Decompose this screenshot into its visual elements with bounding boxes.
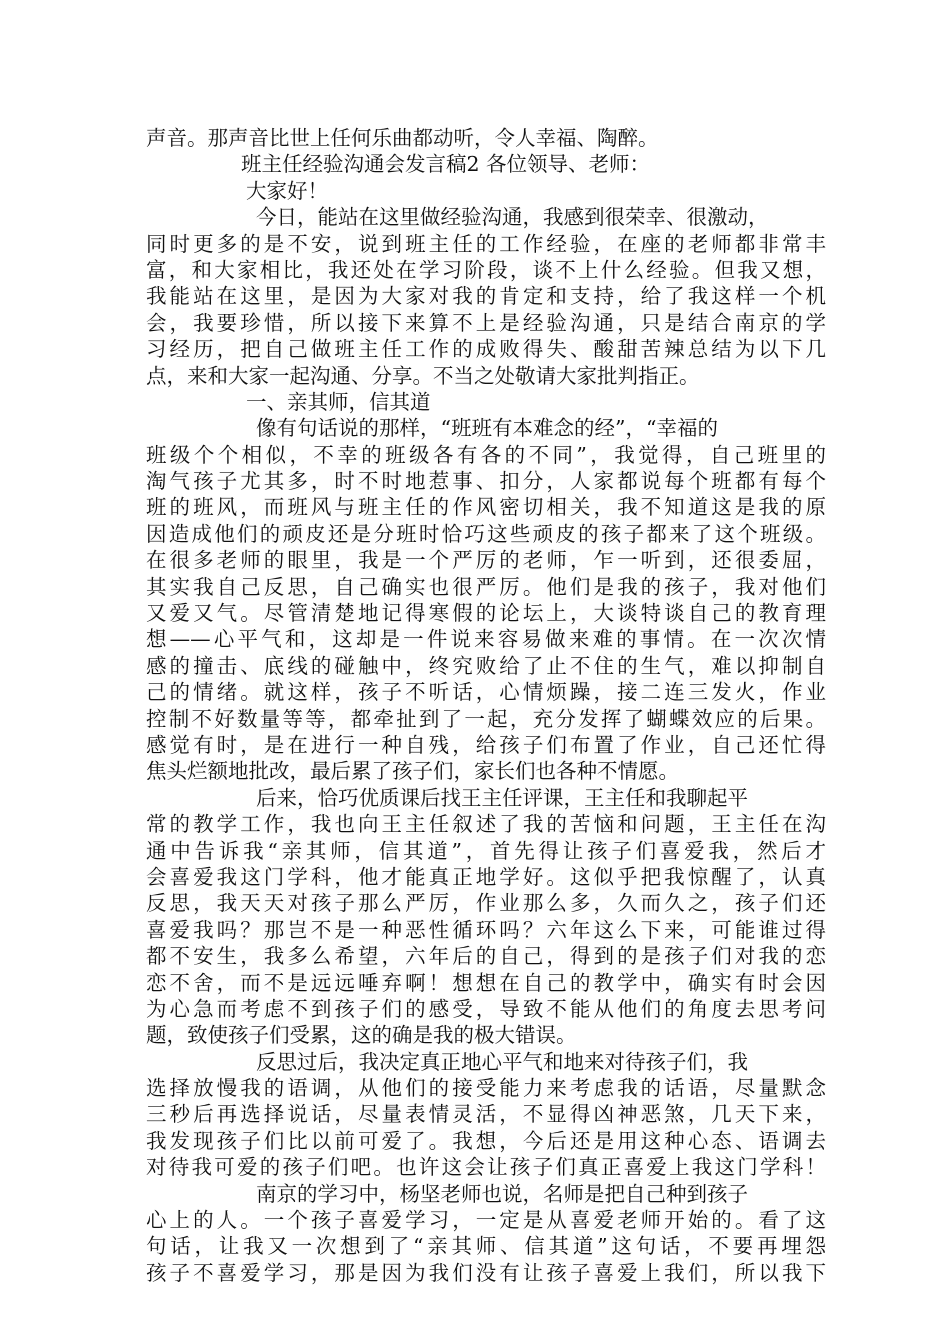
text-line: 会，我要珍惜，所以接下来算不上是经验沟通，只是结合南京的学	[146, 310, 826, 335]
text-line: 点，来和大家一起沟通、分享。不当之处敬请大家批判指正。	[146, 363, 700, 388]
text-line: 己的情绪。就这样，孩子不听话，心情烦躁，接二连三发火，作业	[146, 680, 826, 705]
text-line: 班级个个相似，不幸的班级各有各的不同”，我觉得，自己班里的	[146, 442, 826, 467]
text-line: 同时更多的是不安，说到班主任的工作经验，在座的老师都非常丰	[146, 231, 826, 256]
text-line: 反思过后，我决定真正地心平气和地来对待孩子们，我	[256, 1049, 748, 1074]
text-line: 为心急而考虑不到孩子们的感受，导致不能从他们的角度去思考问	[146, 996, 826, 1021]
greeting-line: 大家好！	[246, 178, 328, 203]
text-line: 感的撞击、底线的碰触中，终究败给了止不住的生气，难以抑制自	[146, 653, 826, 678]
text-line: 会喜爱我这门学科，他才能真正地学好。这似乎把我惊醒了，认真	[146, 864, 826, 889]
text-line: 反思，我天天对孩子那么严厉，作业那么多，久而久之，孩子们还	[146, 891, 826, 916]
text-line: 其实我自己反思，自己确实也很严厉。他们是我的孩子，我对他们	[146, 574, 826, 599]
text-line: 习经历，把自己做班主任工作的成败得失、酸甜苦辣总结为以下几	[146, 337, 826, 362]
text-line: 通中告诉我“亲其师，信其道”，首先得让孩子们喜爱我，然后才	[146, 838, 826, 863]
text-line: 感觉有时，是在进行一种自残，给孩子们布置了作业，自己还忙得	[146, 732, 826, 757]
text-line: 在很多老师的眼里，我是一个严厉的老师，乍一听到，还很委屈，	[146, 548, 826, 573]
text-line: 都不安生，我多么希望，六年后的自己，得到的是孩子们对我的恋	[146, 944, 826, 969]
body-text	[146, 125, 826, 1286]
text-line: 三秒后再选择说话，尽量表情灵活，不显得凶神恶煞，几天下来，	[146, 1102, 826, 1127]
text-line: 焦头烂额地批改，最后累了孩子们，家长们也各种不情愿。	[146, 759, 679, 784]
text-line: 想——心平气和，这却是一件说来容易做来难的事情。在一次次情	[146, 627, 826, 652]
text-line: 淘气孩子尤其多，时不时地惹事、扣分，人家都说每个班都有每个	[146, 469, 826, 494]
text-line: 句话，让我又一次想到了“亲其师、信其道”这句话，不要再埋怨	[146, 1234, 826, 1259]
text-line: 控制不好数量等等，都牵扯到了一起，充分发挥了蝴蝶效应的后果。	[146, 706, 826, 731]
text-line: 选择放慢我的语调，从他们的接受能力来考虑我的话语，尽量默念	[146, 1076, 826, 1101]
text-line: 又爱又气。尽管清楚地记得寒假的论坛上，大谈特谈自己的教育理	[146, 601, 826, 626]
text-line: 常的教学工作，我也向王主任叙述了我的苦恼和问题，王主任在沟	[146, 812, 826, 837]
text-line: 对待我可爱的孩子们吧。也许这会让孩子们真正喜爱上我这门学科！	[146, 1155, 826, 1180]
text-line: 富，和大家相比，我还处在学习阶段，谈不上什么经验。但我又想，	[146, 257, 826, 282]
subsection-heading: 一、亲其师，信其道	[246, 389, 431, 414]
text-line: 因造成他们的顽皮还是分班时恰巧这些顽皮的孩子都来了这个班级。	[146, 521, 826, 546]
text-line: 题，致使孩子们受累，这的确是我的极大错误。	[146, 1023, 577, 1048]
text-line: 南京的学习中，杨坚老师也说，名师是把自己种到孩子	[256, 1181, 748, 1206]
text-line: 孩子不喜爱学习，那是因为我们没有让孩子喜爱上我们，所以我下	[146, 1260, 826, 1285]
text-line: 声音。那声音比世上任何乐曲都动听，令人幸福、陶醉。	[146, 126, 659, 150]
text-line: 像有句话说的那样，“班班有本难念的经”，“幸福的	[256, 416, 718, 441]
section-heading: 班主任经验沟通会发言稿2 各位领导、老师：	[241, 152, 651, 177]
text-line: 后来，恰巧优质课后找王主任评课，王主任和我聊起平	[256, 785, 748, 810]
text-line: 恋不舍，而不是远远唾弃啊！想想在自己的教学中，确实有时会因	[146, 970, 826, 995]
text-line: 班的班风，而班风与班主任的作风密切相关，我不知道这是我的原	[146, 495, 826, 520]
text-line: 我发现孩子们比以前可爱了。我想，今后还是用这种心态、语调去	[146, 1128, 826, 1153]
text-line: 心上的人。一个孩子喜爱学习，一定是从喜爱老师开始的。看了这	[146, 1208, 826, 1233]
text-line: 喜爱我吗？那岂不是一种恶性循环吗？六年这么下来，可能谁过得	[146, 917, 826, 942]
text-line: 我能站在这里，是因为大家对我的肯定和支持，给了我这样一个机	[146, 284, 826, 309]
text-line: 今日，能站在这里做经验沟通，我感到很荣幸、很激动，	[256, 205, 769, 230]
